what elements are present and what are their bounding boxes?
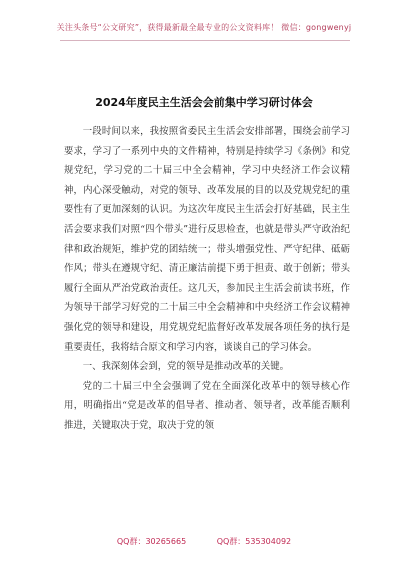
footer-contacts [0,536,408,547]
document-body [64,122,350,436]
section-heading-1: 一、我深刻体会到，党的领导是推动改革的关键。 [82,361,290,373]
promo-banner: 关注头条号“公文研究”，获得最新最全最专业的公文资料库！ 微信：gongwenyj [56,23,352,32]
paragraph-intro: 一段时间以来，我按照省委民主生活会安排部署，围绕会前学习要求，学习了一系列中央的文件精神，特别是持续学习《条例》和党规党纪，学习党的二十届三中全会精神，学习中央经济工作会议精神，内心深受触动，对党的领导、改革发展的目的以及党规党纪的重要性有了更加深刻的认识。为这次年度民主生活会打好基础，民主生活会要求我们对照“四个带头”进行反思检查，也就是带头严守政治纪律和政治规矩，维护党的团结统一；带头增强党性、严守纪律、砥砺作风；带头在遵规守纪、清正廉洁前提下勇于担责、敢于创新；带头履行全面从严治党政治责任。这几天，参加民主生活会前读书班，作为领导干部学习好党的二十届三中全会精神和中央经济工作会议精神强化党的领导和建设，用党规党纪监督好改革发展各项任务的执行是重要责任，我将结合原文和学习内容，谈谈自己的学习体会。 [64,126,350,353]
header-divider [60,40,350,41]
document-title: 2024年度民主生活会会前集中学习研讨体会 [95,96,313,109]
footer-qq-group-2: QQ群：535304092 [216,537,292,546]
footer-qq-group-1: QQ群：30265665 [116,537,187,546]
paragraph-section-1: 党的二十届三中全会强调了党在全面深化改革中的领导核心作用，明确指出“党是改革的倡导者、推动者、领导者，改革能否顺利推进，关键取决于党，取决于党的领 [64,380,350,431]
